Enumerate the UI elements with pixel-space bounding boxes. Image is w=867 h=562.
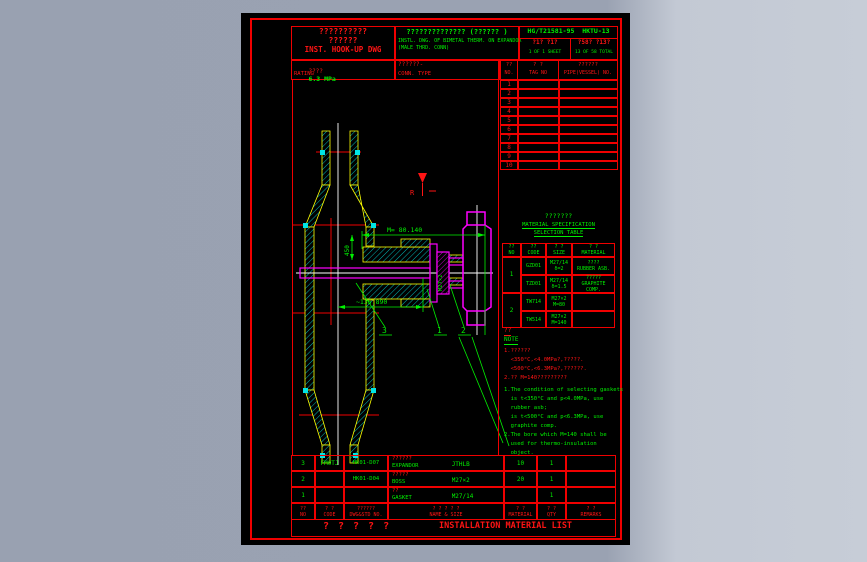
- rating-value: 6.3 MPa: [308, 74, 336, 83]
- tag-row-pipe: [559, 152, 618, 161]
- ml-row3-name-cn: ??????: [392, 456, 412, 462]
- mspec-r3-size: M27×2 M=80: [546, 293, 572, 311]
- ml-row2-qty: 1: [537, 471, 566, 487]
- mspec-r2-material: ????? GRAPHITE COMP.: [572, 275, 615, 293]
- mspec-r1-size: M27/14 δ=2: [546, 257, 572, 275]
- ml-row2-name-en: BOSS: [392, 479, 406, 485]
- ml-row2-no: 2: [291, 471, 315, 487]
- mspec-r4-material: [572, 311, 615, 328]
- ml-row2-code: [315, 471, 344, 487]
- tag-table: [500, 80, 618, 170]
- note-cn-3: <500°C,<6.3MPa?,??????.: [504, 366, 587, 372]
- note-en-7: used for thermo-insulation: [504, 441, 597, 447]
- tag-row-no: 1: [500, 80, 518, 89]
- mspec-r1-material: ???? RUBBER ASB.: [572, 257, 615, 275]
- tag-row-pipe: [559, 125, 618, 134]
- tag-no-cn: ??: [505, 62, 513, 68]
- mspec-r4-size: M27×2 M=140: [546, 311, 572, 328]
- note-en-6: 2.The bore which M=140 shall be: [504, 432, 607, 438]
- ml-row3-material: 10: [504, 455, 537, 471]
- tag-row-tag: [518, 152, 559, 161]
- ml-row3-name-en: EXPANDOR: [392, 463, 419, 469]
- ml-row2-dwg: HK01-D04: [344, 471, 388, 487]
- ml-row2-name-cn: ?????: [392, 472, 409, 478]
- tag-tag-cn: ? ?: [533, 62, 543, 68]
- mspec-r2-size: M27/14 δ=1.5: [546, 275, 572, 293]
- mspec-title-cn: ???????: [544, 212, 573, 220]
- tag-row-pipe: [559, 98, 618, 107]
- ml-h-name-size: ? ? ? ? ? NAME & SIZE: [388, 503, 504, 520]
- note-en-3: rubber asb;: [504, 405, 548, 411]
- material-spec-table: [502, 243, 615, 328]
- ml-row1-no: 1: [291, 487, 315, 503]
- project-line1: ??????????: [318, 27, 368, 36]
- tag-row-no: 10: [500, 161, 518, 170]
- tag-row-no: 7: [500, 134, 518, 143]
- note-en-1: 1.The condition of selecting gaskets: [504, 387, 624, 393]
- dim-135-text: ~135.890: [356, 298, 388, 306]
- tag-row-pipe: [559, 107, 618, 116]
- note-cn-2: <350°C,<4.0MPa?,?????.: [504, 357, 584, 363]
- ml-row3-qty: 1: [537, 455, 566, 471]
- material-list-table: [291, 455, 616, 520]
- dim-450-text: 450: [344, 245, 351, 256]
- note-cn-1: 1.??????: [504, 348, 531, 354]
- right-column-border: [498, 60, 499, 455]
- tag-row-pipe: [559, 80, 618, 89]
- ml-row1-code: [315, 487, 344, 503]
- mspec-r4-code: TW514: [521, 311, 546, 328]
- mspec-group1-no: 1: [502, 257, 521, 293]
- ml-row3-size: JTHLB: [451, 461, 470, 468]
- balloon-3: 3: [382, 326, 387, 335]
- conn-label-cn: ??????-: [398, 61, 424, 68]
- conn-label-en: CONN. TYPE: [398, 71, 432, 77]
- tag-row-no: 3: [500, 98, 518, 107]
- mspec-r3-code: TW714: [521, 293, 546, 311]
- ml-row1-remarks: [566, 487, 616, 503]
- drawing-zone-left-border: [292, 80, 293, 455]
- symbol-r-label: R: [410, 189, 415, 197]
- ml-row3-remarks: [566, 455, 616, 471]
- ml-row2-name-size: [388, 471, 504, 487]
- rating-label-cn: ????: [308, 67, 323, 75]
- tag-pipe-en: PIPE(VESSEL) NO.: [563, 70, 613, 76]
- tag-row-tag: [518, 80, 559, 89]
- ml-row1-name-cn: ??: [392, 488, 399, 494]
- ml-row3-dwg: HK01-D07: [344, 455, 388, 471]
- drawing-sheet: [241, 13, 630, 545]
- balloon-2: 2: [461, 326, 466, 335]
- tag-row-pipe: [559, 89, 618, 98]
- tag-row-no: 8: [500, 143, 518, 152]
- ml-row1-material: [504, 487, 537, 503]
- total-cn: ?58? ?13?: [577, 39, 611, 46]
- tag-row-tag: [518, 143, 559, 152]
- tag-row-tag: [518, 89, 559, 98]
- tag-tag-en: TAG NO: [528, 70, 548, 76]
- mspec-h-code: ?? CODE: [521, 243, 546, 257]
- project-line3: INST. HOOK-UP DWG: [304, 45, 382, 54]
- ml-h-qty: ? ? QTY: [537, 503, 566, 520]
- tag-row-no: 6: [500, 125, 518, 134]
- note-en-2: is t<350°C and p<4.0MPa, use: [504, 396, 604, 402]
- ml-row1-name-size: [388, 487, 504, 503]
- thread-label: M27×2: [438, 274, 444, 291]
- tag-row-pipe: [559, 143, 618, 152]
- ml-row1-qty: 1: [537, 487, 566, 503]
- tag-row-no: 2: [500, 89, 518, 98]
- tag-no-en: NO.: [504, 70, 514, 76]
- ml-h-material: ? ? MATERIAL: [504, 503, 537, 520]
- note-en-8: object.: [504, 450, 534, 456]
- balloon-1: 1: [437, 326, 442, 335]
- ml-row3-no: 3: [291, 455, 315, 471]
- tag-row-no: 9: [500, 152, 518, 161]
- ml-row2-size: M27×2: [451, 477, 470, 484]
- tag-row-pipe: [559, 161, 618, 170]
- mspec-title-en2: SELECTION TABLE: [533, 230, 584, 236]
- ml-h-code: ? ? CODE: [315, 503, 344, 520]
- rating-label-en: RATING: [294, 71, 314, 77]
- drawing-title-cn: ?????????????? (?????? ): [406, 28, 508, 36]
- tag-row-tag: [518, 116, 559, 125]
- material-list-title-cn: ?????: [323, 521, 399, 532]
- dim-m-text: M= 80.140: [387, 226, 423, 234]
- drawing-title-en1: INSTL. DWG. OF BIMETAL THERM. ON EXPANDOR: [398, 38, 522, 44]
- tag-row-no: 5: [500, 116, 518, 125]
- tag-row-pipe: [559, 116, 618, 125]
- tag-row-tag: [518, 107, 559, 116]
- tag-row-pipe: [559, 134, 618, 143]
- note-label-en: NOTE: [504, 336, 519, 343]
- mspec-h-no: ?? NO: [502, 243, 521, 257]
- mspec-r2-code: TZD01: [521, 275, 546, 293]
- ml-row3-code: FM0TJ: [315, 455, 344, 471]
- mspec-group2-no: 2: [502, 293, 521, 328]
- mspec-h-size: ? ? SIZE: [546, 243, 572, 257]
- ml-row1-size: M27/14: [451, 493, 474, 500]
- tag-pipe-cn: ??????: [578, 62, 598, 68]
- material-list-title-en: INSTALLATION MATERIAL LIST: [439, 521, 573, 531]
- mspec-title-en1: MATERIAL SPECIFICATION: [522, 222, 595, 228]
- note-cn-4: 2.?? M=140?????????: [504, 375, 567, 381]
- ml-row2-material: 20: [504, 471, 537, 487]
- ml-row3-name-size: [388, 455, 504, 471]
- project-line2: ??????: [328, 36, 358, 45]
- ml-h-remarks: ? ? REMARKS: [566, 503, 616, 520]
- tag-row-tag: [518, 98, 559, 107]
- ml-row2-remarks: [566, 471, 616, 487]
- note-en-5: graphite comp.: [504, 423, 557, 429]
- ml-row1-name-en: GASKET: [392, 495, 412, 501]
- total-en: 13 OF 58 TOTAL: [575, 50, 613, 55]
- drawing-title-en2: (MALE THRD. CONN): [398, 45, 450, 51]
- note-label-cn: ??: [504, 327, 512, 334]
- mspec-h-material: ? ? MATERIAL: [572, 243, 615, 257]
- sheet-cn: ?1? ?1?: [532, 39, 558, 46]
- ml-h-dwg: ?????? DWG&STD NO.: [344, 503, 388, 520]
- tag-row-tag: [518, 134, 559, 143]
- tag-row-tag: [518, 125, 559, 134]
- sheet-en: 1 OF 1 SHEET: [528, 50, 562, 55]
- tag-row-no: 4: [500, 107, 518, 116]
- note-en-4: is t<500°C and p<6.3MPa, use: [504, 414, 604, 420]
- mspec-r1-code: GZD01: [521, 257, 546, 275]
- ml-row1-dwg: [344, 487, 388, 503]
- ml-h-no: ?? NO: [291, 503, 315, 520]
- mspec-r3-material: [572, 293, 615, 311]
- doc-no: HG/T21581-95 HKTU-13: [527, 27, 610, 35]
- tag-row-tag: [518, 161, 559, 170]
